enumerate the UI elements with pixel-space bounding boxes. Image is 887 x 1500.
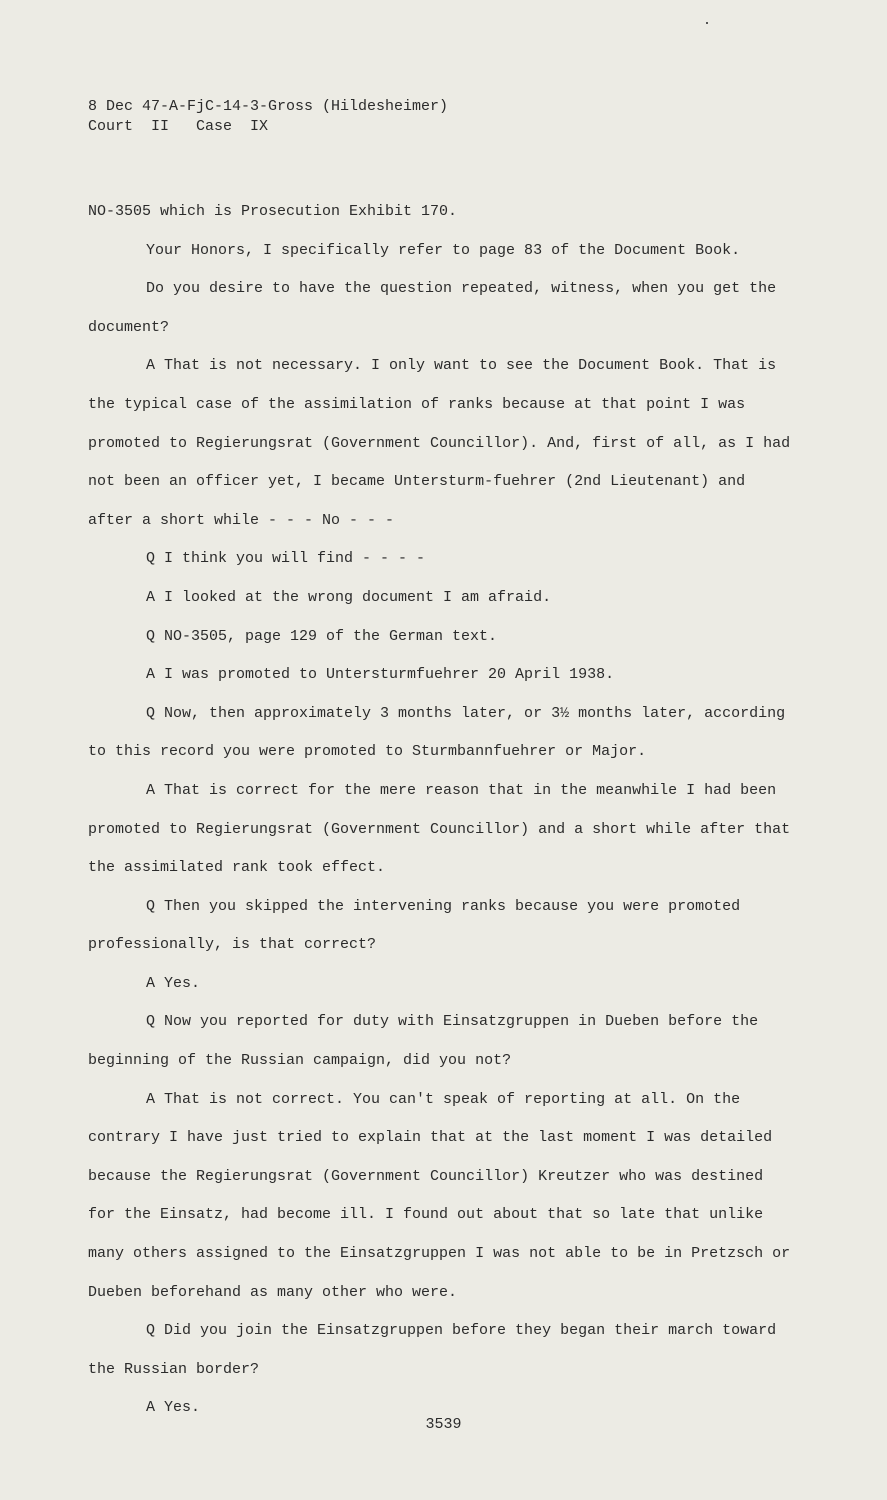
document-header [88,97,448,137]
paragraph-question-dueben: Q Now you reported for duty with Einsatzgruppen in Dueben before the beginning of the Russian campaign, did you not? [88,1013,759,1070]
paragraph-question-skipped: Q Then you skipped the intervening ranks because you were promoted professionally, is that correct? [88,897,741,954]
paragraph-answer-promoted: A I was promoted to Untersturmfuehrer 20 April 1938. [146,666,615,684]
corner-mark [706,22,708,24]
header-line-1: 8 Dec 47-A-FjC-14-3-Gross (Hildesheimer) [88,98,449,115]
paragraph-question-join: Q Did you join the Einsatzgruppen before they began their march toward the Russian border? [88,1322,777,1378]
header-line-2: Court II Case IX [88,118,269,135]
page-number: 3539 [425,1416,462,1433]
paragraph-question-repeated: Do you desire to have the question repeated, witness, when you get the document? [88,280,777,336]
paragraph-answer-correct: A That is correct for the mere reason that in the meanwhile I had been promoted to Regierungsrat (Government Councillor) and a short while after that the assimilated rank took effect. [88,781,791,877]
paragraph-answer-assimilation: A That is not necessary. I only want to see the Document Book. That is the typical case of the assimilation of ranks because at that point I was promoted to Regierungsrat (Government Councillor). And, first of all, as I had not been an officer yet, I became Untersturm-fuehrer (2nd Lieutenant) and after a short while - - - No - - - [88,357,791,529]
paragraph-question-find: Q I think you will find - - - - [146,550,426,568]
paragraph-answer-yes-2: A Yes. [146,1399,201,1417]
paragraph-question-months-later: Q Now, then approximately 3 months later, or 3½ months later, according to this record you were promoted to Sturmbannfuehrer or Major. [88,704,786,761]
paragraph-exhibit: NO-3505 which is Prosecution Exhibit 170. [88,203,458,220]
transcript-body [88,193,798,1428]
paragraph-question-german-text: Q NO-3505, page 129 of the German text. [146,627,498,645]
paragraph-answer-wrong-document: A I looked at the wrong document I am afraid. [146,588,552,606]
paragraph-answer-yes-1: A Yes. [146,974,201,992]
paragraph-your-honors: Your Honors, I specifically refer to page 83 of the Document Book. [146,241,741,259]
paragraph-answer-not-correct: A That is not correct. You can't speak of reporting at all. On the contrary I have just tried to explain that at the last moment I was detailed because the Regierungsrat (Government Councillor) Kreutzer who was destined for the Einsatz, had become ill. I found out about that so late that unlike many others assigned to the Einsatzgruppen I was not able to be in Pretzsch or Dueben beforehand as many other who were. [88,1090,791,1301]
